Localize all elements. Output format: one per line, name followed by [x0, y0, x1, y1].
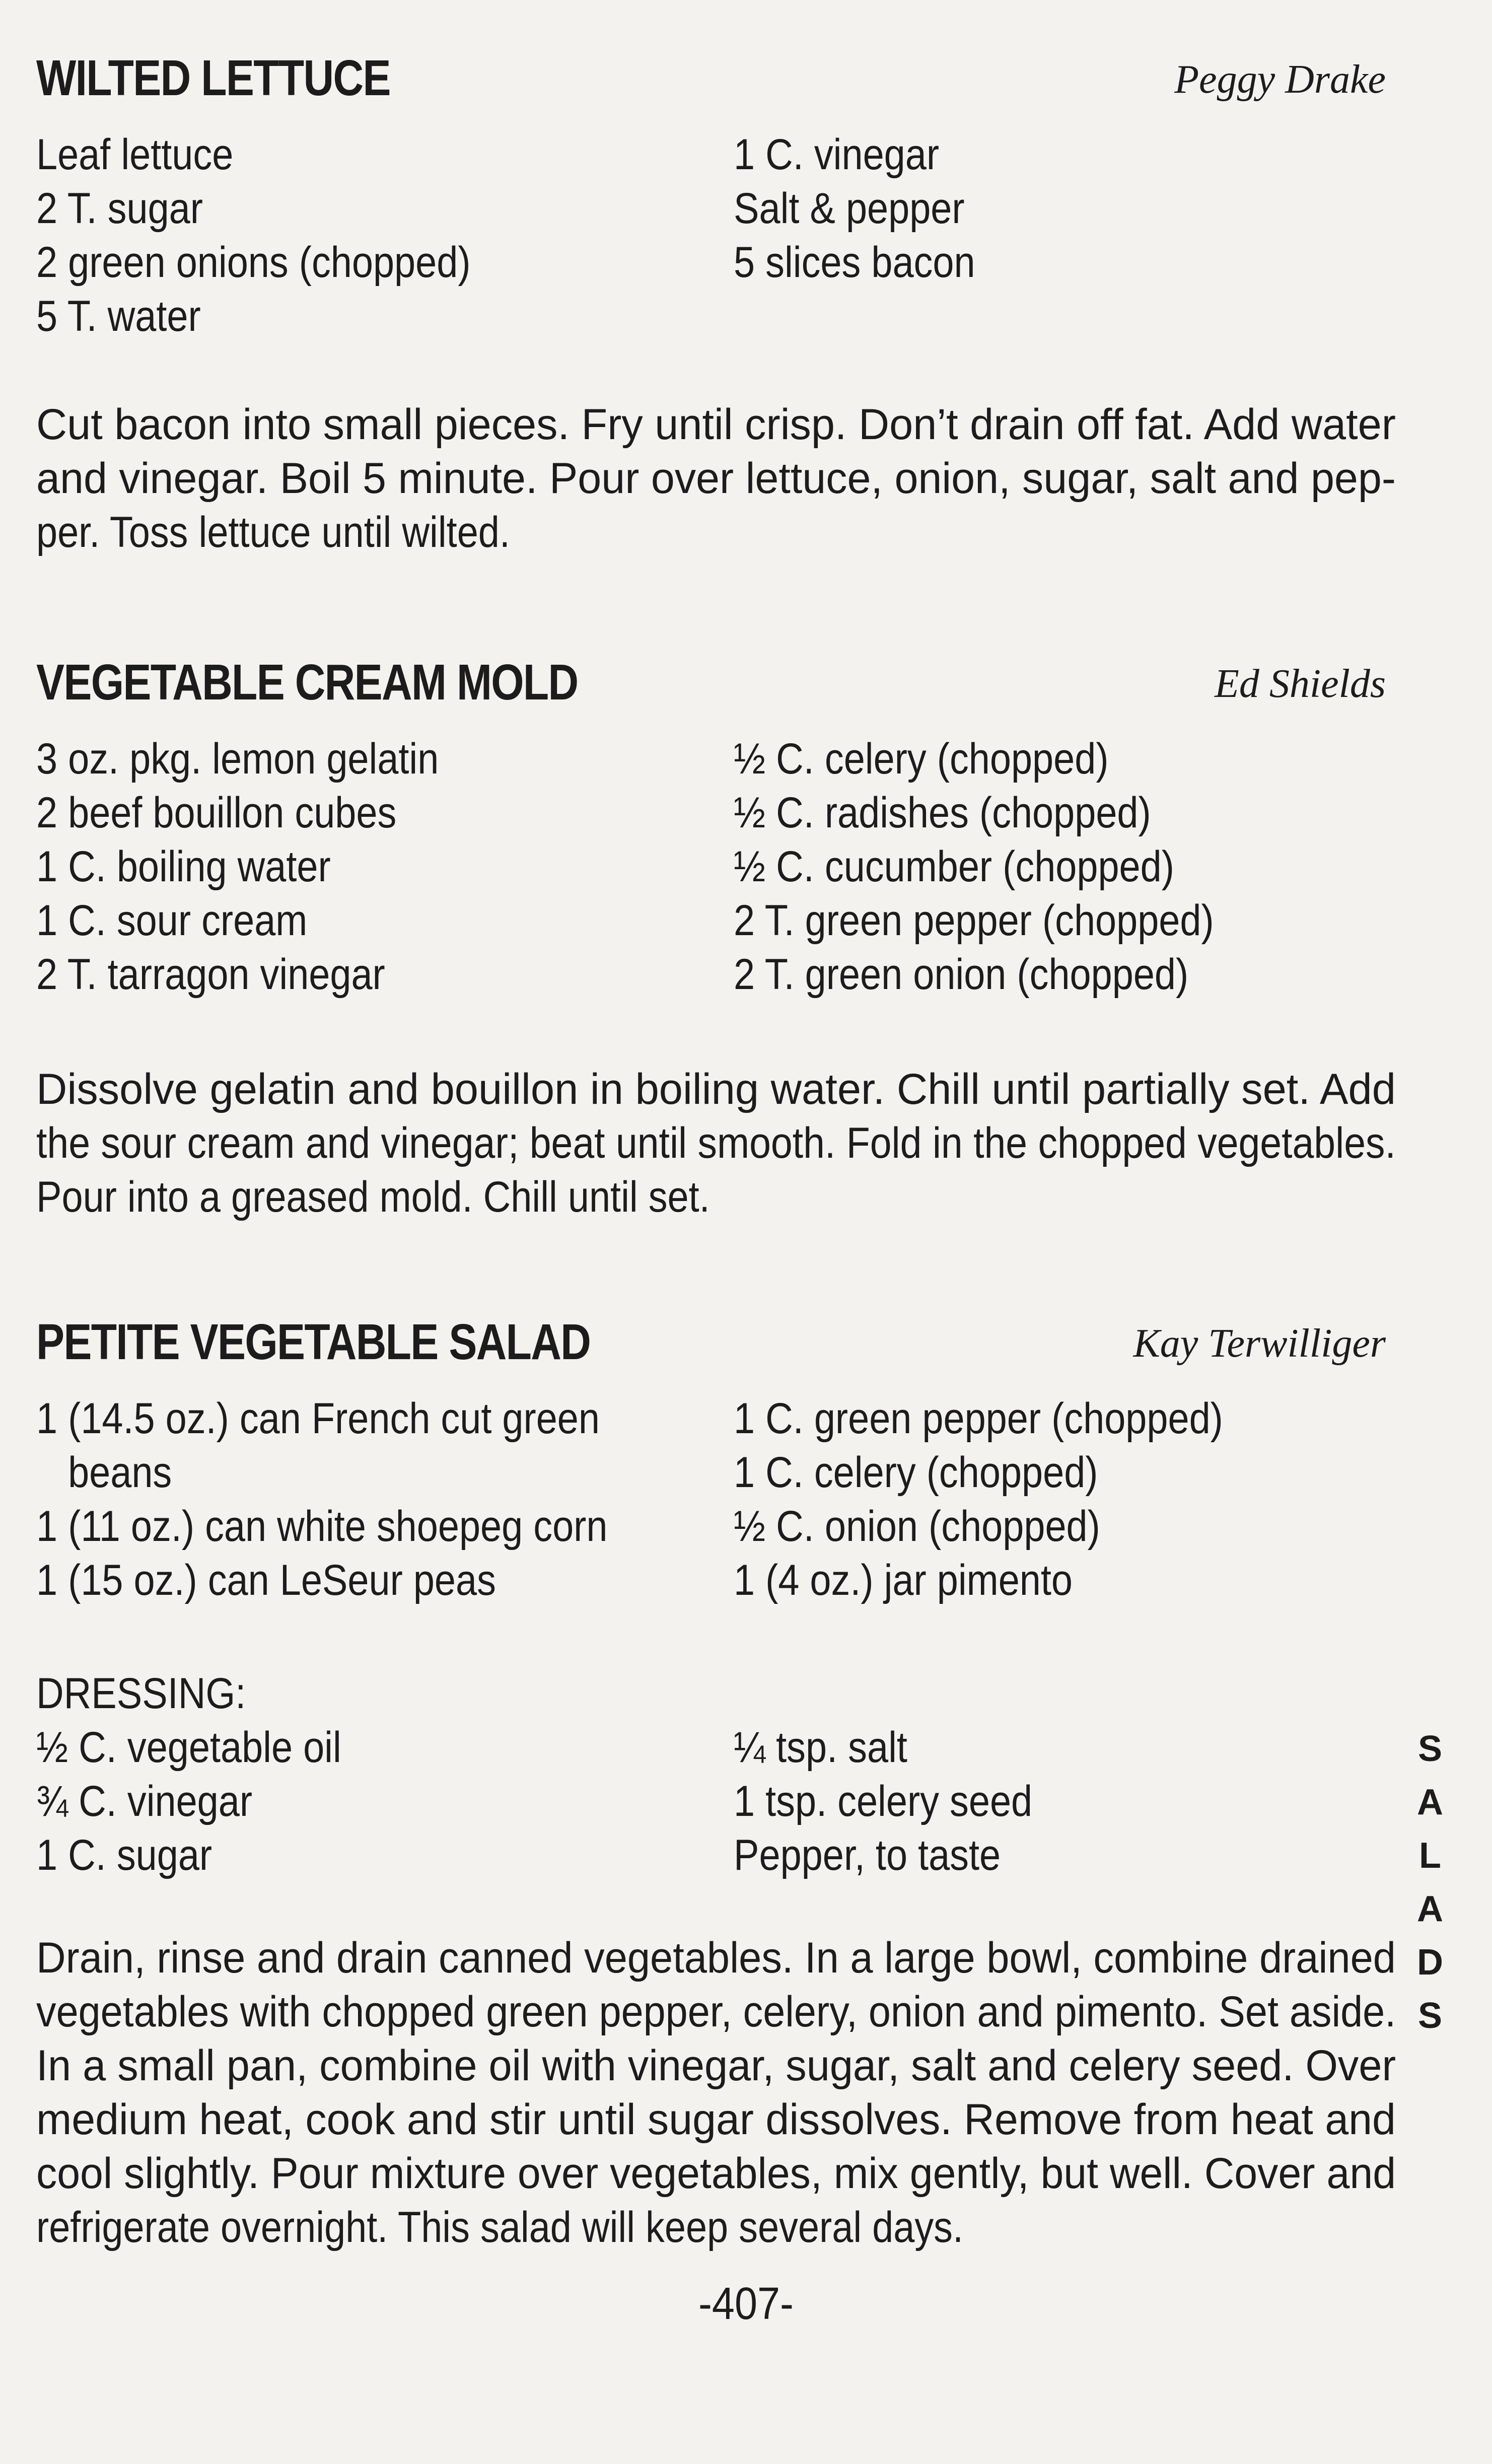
section-tab-letter: A: [1417, 1782, 1443, 1822]
ingredient: 2 beef bouillon cubes: [36, 789, 397, 837]
instruction-line: the sour cream and vinegar; beat until smooth. Fold in the chopped vegetables.: [36, 1119, 1396, 1167]
ingredient: 1 C. sugar: [36, 1831, 212, 1879]
recipe-petite-vegetable-salad: [36, 1314, 1396, 2251]
ingredient: 3 oz. pkg. lemon gelatin: [36, 735, 439, 783]
ingredient: 1 C. sour cream: [36, 896, 308, 945]
ingredient: 1 C. celery (chopped): [734, 1448, 1098, 1497]
ingredients-right-column: [734, 732, 1310, 1002]
instruction-line: vegetables with chopped green pepper, celery, onion and pimento. Set aside.: [36, 1988, 1396, 2036]
ingredients-left-column: [36, 732, 648, 1002]
recipe-wilted-lettuce: [36, 50, 1396, 556]
ingredient: 1 C. boiling water: [36, 842, 331, 891]
ingredient: 2 T. green onion (chopped): [734, 950, 1189, 999]
section-tab-letter: S: [1417, 1729, 1443, 1769]
ingredients-left-column: [36, 128, 648, 343]
recipe-title: VEGETABLE CREAM MOLD: [36, 654, 578, 711]
page-number: -407-: [698, 2279, 794, 2329]
ingredient: ½ C. onion (chopped): [734, 1502, 1100, 1551]
instruction-line: Drain, rinse and drain canned vegetables. In a large bowl, combine drained: [36, 1934, 1396, 1982]
ingredient: ½ C. radishes (chopped): [734, 789, 1151, 837]
ingredient: ¾ C. vinegar: [36, 1777, 253, 1825]
recipe-author: Ed Shields: [1215, 662, 1386, 706]
ingredient: 1 C. vinegar: [734, 130, 940, 179]
ingredient: Leaf lettuce: [36, 130, 234, 179]
dressing-right-column: [734, 1721, 1310, 1882]
ingredient: 1 (11 oz.) can white shoepeg corn: [36, 1502, 608, 1551]
section-tab-salads: [1410, 1722, 1450, 2043]
ingredient: 1 (4 oz.) jar pimento: [734, 1556, 1073, 1604]
instruction-line: Cut bacon into small pieces. Fry until crisp. Don’t drain off fat. Add water: [36, 400, 1396, 449]
instruction-line: cool slightly. Pour mixture over vegetables, mix gently, but well. Cover and: [36, 2149, 1396, 2198]
instruction-line: Pour into a greased mold. Chill until set.: [36, 1173, 710, 1221]
recipe-author: Peggy Drake: [1174, 57, 1386, 102]
ingredient: beans: [36, 1448, 172, 1497]
section-tab-letter: S: [1417, 1996, 1443, 2036]
ingredient: ½ C. vegetable oil: [36, 1723, 341, 1772]
recipe-header: [36, 1314, 1396, 1375]
recipe-header: [36, 50, 1396, 111]
recipe-header: [36, 655, 1396, 715]
recipe-instructions: [36, 398, 1396, 559]
ingredients-right-column: [734, 128, 1310, 290]
recipe-vegetable-cream-mold: [36, 654, 1396, 1221]
recipe-instructions: [36, 1063, 1396, 1224]
ingredient: 5 T. water: [36, 292, 201, 340]
section-tab-letter: D: [1417, 1942, 1443, 1983]
instruction-line: refrigerate overnight. This salad will keep several days.: [36, 2203, 964, 2251]
instruction-line: Dissolve gelatin and bouillon in boiling water. Chill until partially set. Add: [36, 1065, 1396, 1113]
ingredient: 1 tsp. celery seed: [734, 1777, 1033, 1825]
ingredient: 1 (14.5 oz.) can French cut green: [36, 1394, 600, 1443]
recipe-title: WILTED LETTUCE: [36, 50, 390, 106]
ingredient: Salt & pepper: [734, 184, 965, 233]
section-tab-letter: A: [1417, 1889, 1443, 1929]
instruction-line: In a small pan, combine oil with vinegar, sugar, salt and celery seed. Over: [36, 2041, 1396, 2090]
ingredient: ½ C. cucumber (chopped): [734, 842, 1174, 891]
ingredient: 2 T. green pepper (chopped): [734, 896, 1214, 945]
instruction-line: per. Toss lettuce until wilted.: [36, 508, 510, 556]
ingredient: ½ C. celery (chopped): [734, 735, 1109, 783]
ingredient: 2 T. sugar: [36, 184, 203, 233]
ingredient: 1 C. green pepper (chopped): [734, 1394, 1223, 1443]
ingredient: 2 green onions (chopped): [36, 238, 471, 287]
section-tab-letter: L: [1419, 1836, 1441, 1876]
ingredient: Pepper, to taste: [734, 1831, 1001, 1879]
instruction-line: medium heat, cook and stir until sugar dissolves. Remove from heat and: [36, 2095, 1396, 2144]
ingredient: 1 (15 oz.) can LeSeur peas: [36, 1556, 496, 1604]
ingredient: 2 T. tarragon vinegar: [36, 950, 385, 999]
ingredients-left-column: [36, 1392, 648, 1607]
ingredient: 5 slices bacon: [734, 238, 975, 287]
instruction-line: and vinegar. Boil 5 minute. Pour over lettuce, onion, sugar, salt and pep-: [36, 454, 1396, 503]
dressing-left-column: [36, 1721, 648, 1882]
recipe-title: PETITE VEGETABLE SALAD: [36, 1314, 591, 1370]
ingredient: ¼ tsp. salt: [734, 1723, 907, 1772]
recipe-author: Kay Terwilliger: [1133, 1321, 1386, 1366]
recipe-instructions: [36, 1931, 1396, 2255]
ingredients-right-column: [734, 1392, 1310, 1607]
dressing-heading: DRESSING:: [36, 1669, 246, 1718]
